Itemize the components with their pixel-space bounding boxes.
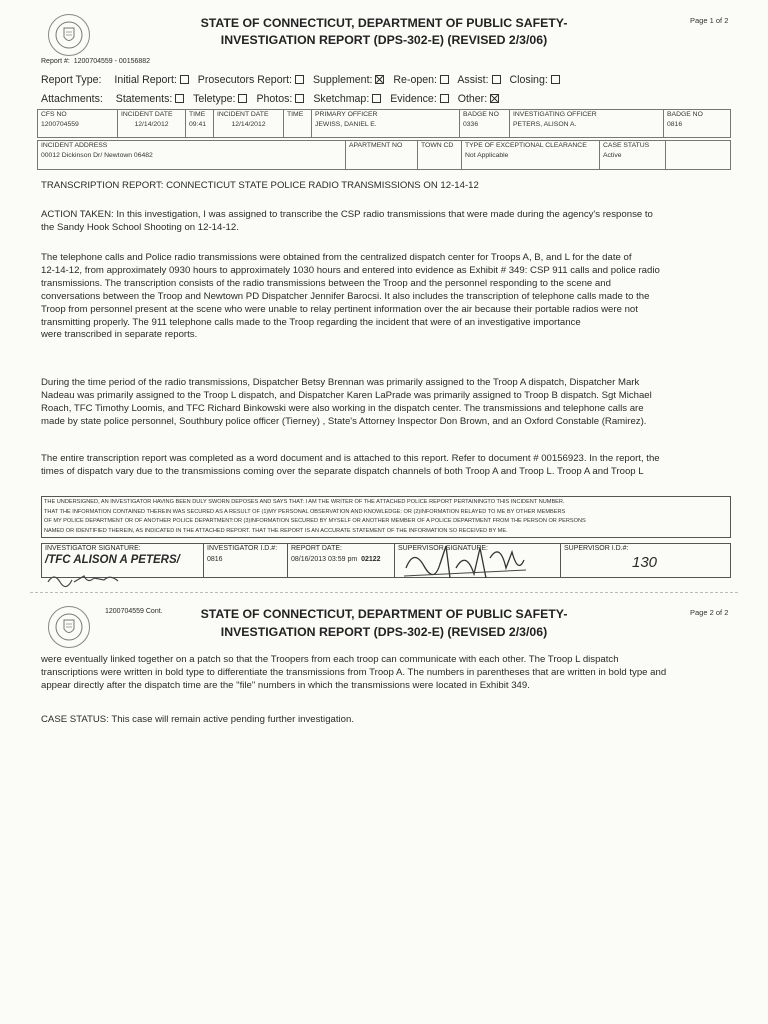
report-type-closing[interactable]: Closing: xyxy=(510,74,560,86)
action-taken-paragraph: ACTION TAKEN: In this investigation, I was assigned to transcribe the CSP radio transmissions that were made during the agency's response to the Sandy Hook School Shooting on 12-14-12. xyxy=(41,209,653,233)
evidence-paragraph: The telephone calls and Police radio transmissions were obtained from the centralized dispatch center for Troops A, B, and L for the date of 12-14-12, from approximately 0930 hours to approximately 1030 hours and entered into evidence as Exhibit # 349: CSP 911 calls and police radio transmissions. The transcription consists of the radio transmissions between the Troop and the personnel responding to the scene and conversations between the Troop and Newtown PD Dispatcher Jennifer Barocsi. It also includes the transcription of telephone calls made to the Troop from personnel present at the scene who were unable to relay pertinent information over the air because their portable radios were not transmitting properly. The 911 telephone calls made to the Troop regarding the incident that were of an investigative importance were transcribed in separate reports. xyxy=(41,252,660,341)
attach-sketchmap[interactable]: Sketchmap: xyxy=(313,93,381,105)
incident-date2-cell: INCIDENT DATE 12/14/2012 xyxy=(214,110,284,138)
checkbox-evidence[interactable] xyxy=(440,94,449,103)
town-cd-cell: TOWN CD xyxy=(418,141,462,170)
sworn-statement: THE UNDERSIGNED, AN INVESTIGATOR HAVING BEEN DULY SWORN DEPOSES AND SAYS THAT: I AM THE WRITER OF THE ATTACHED POLICE REPORT PERTAININGTO THIS INCIDENT NUMBER. THAT THE INFORMATION CONTAINED THEREIN WAS SECURED AS A RESULT OF (1)MY PERSONAL OBSERVATION AND KNOWLEDGE: OR (2)INFORMATION RELAYED TO ME BY OTHER MEMBERS OF MY POLICE DEPARTMENT OR OF ANOTHER POLICE DEPARTMENT:OR (3)INFORMATION SECURED BY MYSELF OR ANOTHER MEMBER OF A POLICE DEPARTMENT FROM THE PERSON OR PERSONS NAMED OR IDENTIFIED THEREIN, AS INDICATED IN THE ATTACHED REPORT. THAT THE REPORT IS AN ACCURATE STATEMENT OF THE INFORMATION SO RECEIVED BY ME. xyxy=(41,496,731,538)
report-date-cell: REPORT DATE: 08/16/2013 03:59 pm 02122 xyxy=(288,544,395,578)
page2-header-line2: INVESTIGATION REPORT (DPS-302-E) (REVISED 2/3/06) xyxy=(220,625,548,639)
report-number-label: Report #: xyxy=(41,58,70,65)
report-type-row xyxy=(41,74,566,86)
checkbox-initial[interactable] xyxy=(180,75,189,84)
primary-officer-cell: PRIMARY OFFICER JEWISS, DANIEL E. xyxy=(312,110,460,138)
report-type-initial[interactable]: Initial Report: xyxy=(114,74,188,86)
checkbox-prosecutors[interactable] xyxy=(295,75,304,84)
report-type-supplement[interactable]: Supplement: xyxy=(313,74,384,86)
dispatcher-paragraph: During the time period of the radio transmissions, Dispatcher Betsy Brennan was primarily assigned to the Troop A dispatch, Dispatcher Mark Nadeau was primarily assigned to the Troop L dispatch, and Dispatcher Karen LaPrade was primarily assigned to Troop B dispatch. Sgt Michael Roach, TFC Timothy Loomis, and TFC Richard Binkowski were also working in the dispatch center. The transmissions and telephone calls are made by state police personnel, Southbury police officer (Tierney) , State's Attorney Inspector Don Brown, and an Oxford Constable (Ramirez). xyxy=(41,377,652,427)
report-type-reopen[interactable]: Re-open: xyxy=(393,74,449,86)
page1-header-line2: INVESTIGATION REPORT (DPS-302-E) (REVISED 2/3/06) xyxy=(220,33,548,47)
transcription-title: TRANSCRIPTION REPORT: CONNECTICUT STATE POLICE RADIO TRANSMISSIONS ON 12-14-12 xyxy=(41,180,479,191)
incident-address-cell: INCIDENT ADDRESS 00012 Dickinson Dr/ Newtown 06482 xyxy=(38,141,346,170)
incident-date-cell: INCIDENT DATE 12/14/2012 xyxy=(118,110,186,138)
checkbox-other[interactable] xyxy=(490,94,499,103)
info-row2-blank-cell xyxy=(666,141,731,170)
checkbox-closing[interactable] xyxy=(551,75,560,84)
investigator-signature-value: /TFC ALISON A PETERS/ xyxy=(45,554,180,566)
page-separator xyxy=(30,592,738,593)
time2-cell: TIME xyxy=(284,110,312,138)
investigator-initials-scribble xyxy=(44,570,124,588)
attach-photos[interactable]: Photos: xyxy=(256,93,304,105)
report-number xyxy=(41,58,150,65)
checkbox-photos[interactable] xyxy=(295,94,304,103)
checkbox-statements[interactable] xyxy=(175,94,184,103)
page1-page-number: Page 1 of 2 xyxy=(690,16,729,25)
page2-paragraph: were eventually linked together on a patch so that the Troopers from each troop can communicate with each other. The Troop L dispatch transcriptions were written in bold type to differentiate the transmissions from Troop A. The numbers in parentheses that are written in bold type and appear directly after the dispatch time are the "file" numbers in which the transmissions were located in Exhibit 349. xyxy=(41,654,667,691)
supervisor-signature-scribble xyxy=(400,538,530,584)
checkbox-reopen[interactable] xyxy=(440,75,449,84)
investigating-officer-cell: INVESTIGATING OFFICER PETERS, ALISON A. xyxy=(510,110,664,138)
checkbox-teletype[interactable] xyxy=(238,94,247,103)
supervisor-id-cell: SUPERVISOR I.D.#: 130 xyxy=(561,544,731,578)
time-cell: TIME 09:41 xyxy=(186,110,214,138)
clearance-cell: TYPE OF EXCEPTIONAL CLEARANCE Not Applicable xyxy=(462,141,600,170)
report-number-value: 1200704559 - 00156882 xyxy=(73,58,151,65)
supervisor-id-value: 130 xyxy=(632,554,658,571)
checkbox-sketchmap[interactable] xyxy=(372,94,381,103)
badge2-cell: BADGE NO 0816 xyxy=(664,110,731,138)
report-type-assist[interactable]: Assist: xyxy=(457,74,500,86)
cfs-value: 1200704559 xyxy=(41,121,79,128)
investigator-id-cell: INVESTIGATOR I.D.#: 0816 xyxy=(204,544,288,578)
checkbox-assist[interactable] xyxy=(492,75,501,84)
supervisor-signature-cell: SUPERVISOR SIGNATURE: xyxy=(395,544,561,578)
case-status-line: CASE STATUS: This case will remain active pending further investigation. xyxy=(41,714,354,725)
apartment-cell: APARTMENT NO xyxy=(346,141,418,170)
transcription-report-paragraph: The entire transcription report was completed as a word document and is attached to this report. Refer to document # 00156923. In the report, the times of dispatch vary due to the transmissions coming over the separate dispatch channels of both Troop A and Troop L. Troop A and Troop L xyxy=(41,453,660,477)
attach-evidence[interactable]: Evidence: xyxy=(390,93,449,105)
checkbox-supplement[interactable] xyxy=(375,75,384,84)
attach-other[interactable]: Other: xyxy=(458,93,499,105)
page1-header-line1: STATE OF CONNECTICUT, DEPARTMENT OF PUBLIC SAFETY- xyxy=(200,16,568,30)
attach-statements[interactable]: Statements: xyxy=(116,93,185,105)
signature-block xyxy=(41,543,731,578)
incident-info-row2 xyxy=(37,140,731,170)
investigator-signature-cell: INVESTIGATOR SIGNATURE: /TFC ALISON A PETERS/ xyxy=(42,544,204,578)
attach-teletype[interactable]: Teletype: xyxy=(193,93,247,105)
page2-page-number: Page 2 of 2 xyxy=(690,608,729,617)
report-type-label: Report Type: xyxy=(41,74,102,86)
attachments-row xyxy=(41,93,505,105)
badge1-cell: BADGE NO 0336 xyxy=(460,110,510,138)
attachments-label: Attachments: xyxy=(41,93,103,105)
case-status-cell: CASE STATUS Active xyxy=(600,141,666,170)
cfs-cell: CFS NO 1200704559 xyxy=(38,110,118,138)
page2-continuation-label: 1200704559 Cont. xyxy=(105,608,163,615)
incident-info-row1 xyxy=(37,109,731,138)
report-type-prosecutors[interactable]: Prosecutors Report: xyxy=(198,74,304,86)
page2-header-line1: STATE OF CONNECTICUT, DEPARTMENT OF PUBLIC SAFETY- xyxy=(200,607,568,621)
